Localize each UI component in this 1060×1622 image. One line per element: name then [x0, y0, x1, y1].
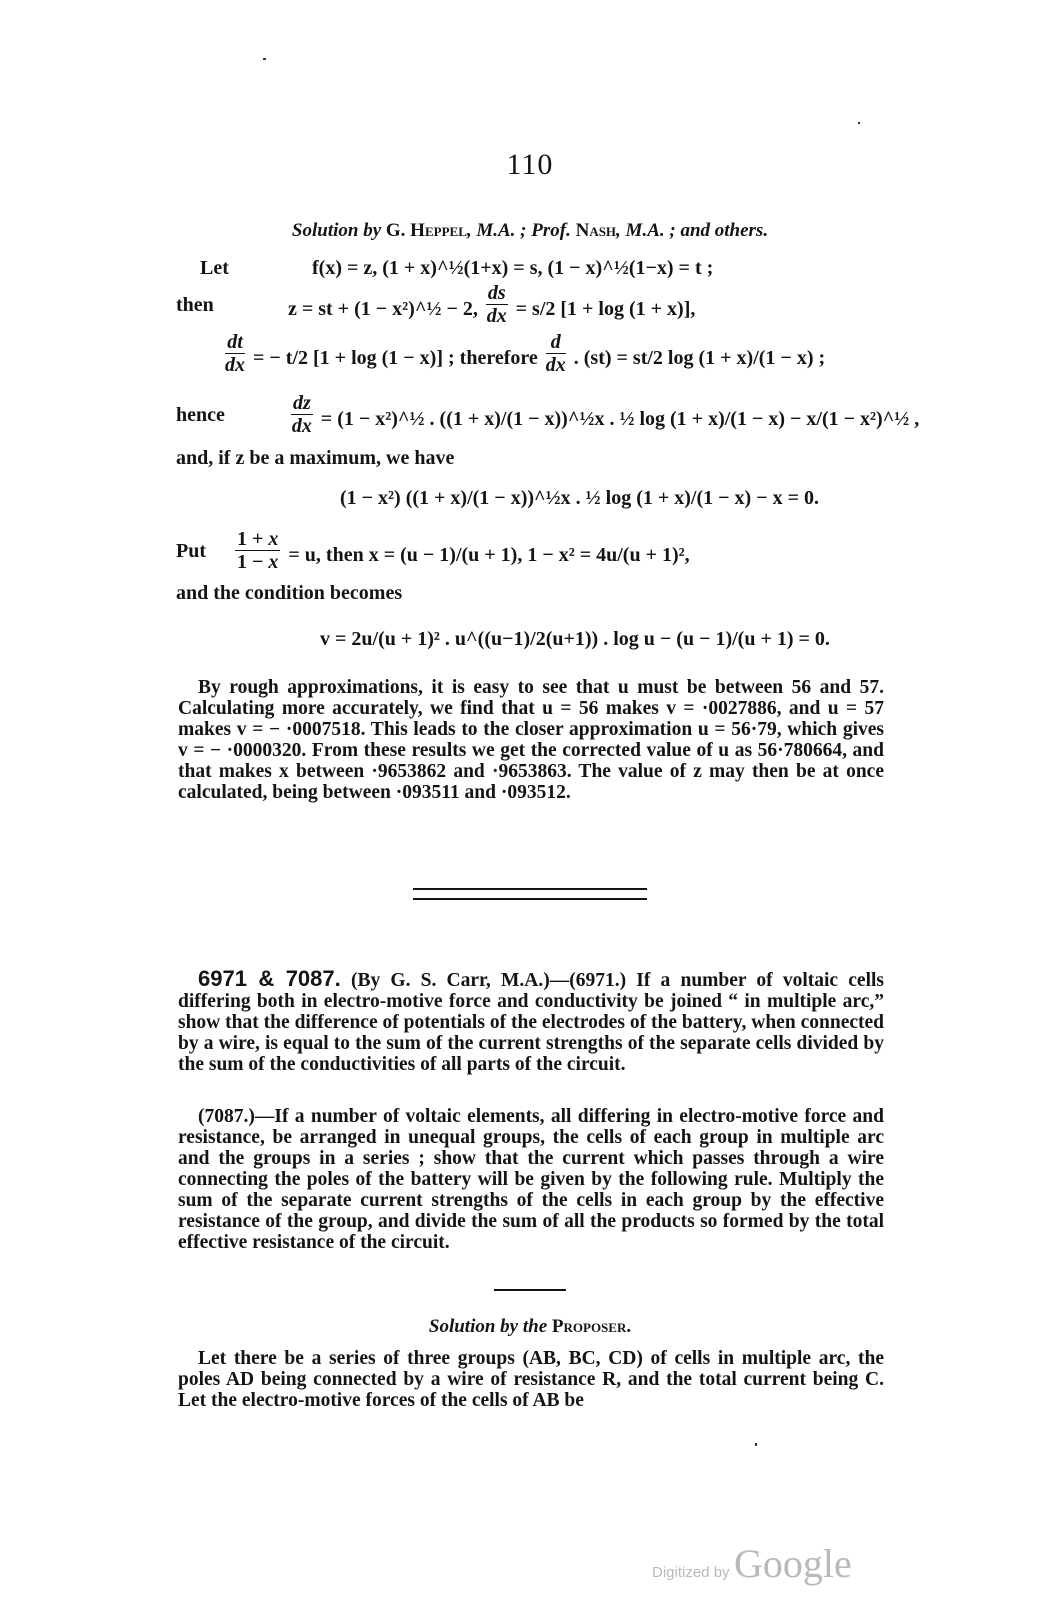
- section-rule: [494, 1289, 566, 1291]
- condition-line: and the condition becomes: [176, 582, 403, 604]
- approximation-paragraph: By rough approximations, it is easy to see that u must be between 56 and 57. Calculating more accurately, we find that u = 56 makes v = ·0027886, and u = 57 makes v = − ·0007518. This leads to the closer approximation u = 56·79, which gives v = − ·0000320. From these results we get the corrected value of u as 56·780664, and that makes x between ·9653862 and ·9653863. The value of z may then be at once calculated, being between ·093511 and ·093512.: [178, 677, 884, 803]
- hence-label: hence: [176, 404, 225, 426]
- then-equation: z = st + (1 − x²)^½ − 2, $\frac{ds}{dx}$ = s/2 [1 + log (1 + x)],: [288, 282, 696, 327]
- question-number: 6971 & 7087.: [198, 966, 341, 991]
- solution-by-proposer-heading: Solution by the Proposer.: [428, 1316, 632, 1337]
- dt-equation: $\frac{dt}{dx}$ = − t/2 [1 + log (1 − x)] ; therefore $\frac{d}{dx}$ . (st) = st/2 log (1 + x)/(1 − x) ;: [225, 331, 826, 376]
- let-label: Let: [200, 257, 229, 279]
- print-speck: [755, 1443, 757, 1446]
- google-logo: Google: [734, 1541, 852, 1586]
- print-speck: [263, 58, 266, 60]
- print-speck: [858, 122, 860, 124]
- then-label: then: [176, 294, 214, 316]
- solution-heading: Solution by G. Heppel, M.A. ; Prof. Nash, M.A. ; and others.: [291, 220, 769, 241]
- condition-equation: v = 2u/(u + 1)² . u^((u−1)/2(u+1)) . log u − (u − 1)/(u + 1) = 0.: [320, 628, 830, 650]
- maximum-line: and, if z be a maximum, we have: [176, 447, 455, 469]
- put-label: Put: [176, 540, 206, 562]
- put-equation: $\frac{1 + x}{1 - x}$ = u, then x = (u − 1)/(u + 1), 1 − x² = 4u/(u + 1)²,: [237, 528, 690, 573]
- question-text-6971: —(6971.) If a number of voltaic cells differing both in electro-motive force and conductivity be joined “ in multiple arc,” show that the difference of potentials of the electrodes of the battery, when connected by a wire, is equal to the sum of the current strengths of the separate cells divided by the sum of the conductivities of all parts of the circuit.: [178, 970, 884, 1075]
- proposer-solution-paragraph: Let there be a series of three groups (AB, BC, CD) of cells in multiple arc, the poles AD being connected by a wire of resistance R, and the total current being C. Let the electro-motive forces of the cells of AB be: [178, 1348, 884, 1411]
- digitized-watermark: Digitized by Google: [652, 1541, 852, 1586]
- section-double-rule: [413, 888, 647, 900]
- question-paragraph: [178, 968, 884, 1075]
- hence-equation: $\frac{dz}{dx}$ = (1 − x²)^½ . ((1 + x)/(1 − x))^½x . ½ log (1 + x)/(1 − x) − x/(1 − x²)^½ ,: [291, 392, 920, 437]
- maximum-equation: (1 − x²) ((1 + x)/(1 − x))^½x . ½ log (1 + x)/(1 − x) − x = 0.: [340, 487, 819, 509]
- page-number: 110: [506, 148, 554, 181]
- let-equation: f(x) = z, (1 + x)^½(1+x) = s, (1 − x)^½(1−x) = t ;: [312, 257, 714, 279]
- question-text-7087: (7087.)—If a number of voltaic elements, all differing in electro-motive force and resistance, be arranged in unequal groups, the cells of each group in multiple arc and the groups in a series ; show that the current which passes through a wire connecting the poles of the battery will be given by the following rule. Multiply the sum of the separate current strengths of the cells in each group by the effective resistance of the group, and divide the sum of all the products so formed by the total effective resistance of the circuit.: [178, 1106, 884, 1253]
- question-author: (By G. S. Carr, M.A.): [350, 970, 550, 991]
